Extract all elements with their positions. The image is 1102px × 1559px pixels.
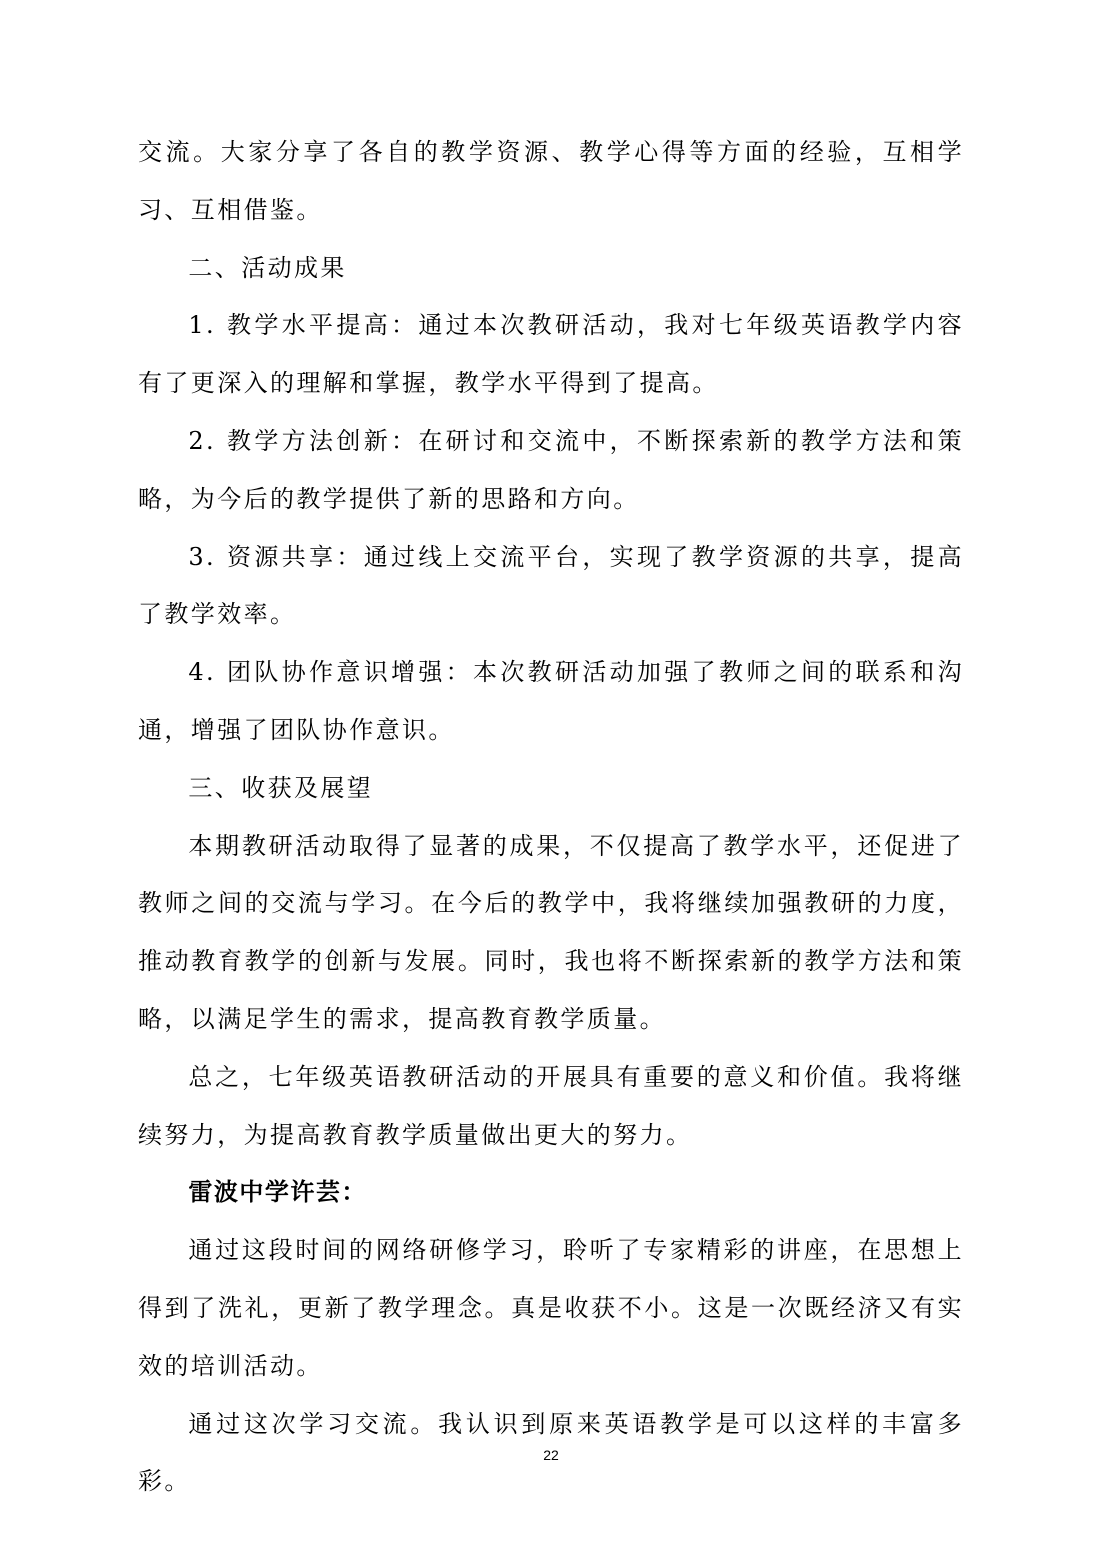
section-heading-results: 二、活动成果 xyxy=(188,253,347,282)
reflection-paragraph-1: 通过这段时间的网络研修学习，聆听了专家精彩的讲座，在思想上得到了洗礼，更新了教学理念。真是收获不小。这是一次既经济又有实效的培训活动。 xyxy=(138,1236,964,1380)
result-item-1: 1. 教学水平提高：通过本次教研活动，我对七年级英语教学内容有了更深入的理解和掌握，教学水平得到了提高。 xyxy=(138,311,964,398)
author-heading: 雷波中学许芸： xyxy=(188,1178,367,1207)
result-item-4: 4. 团队协作意识增强：本次教研活动加强了教师之间的联系和沟通，增强了团队协作意识。 xyxy=(138,658,964,744)
document-body xyxy=(138,124,964,1511)
section-heading-outlook: 三、收获及展望 xyxy=(188,773,374,802)
result-item-3: 3. 资源共享：通过线上交流平台，实现了教学资源的共享，提高了教学效率。 xyxy=(138,542,964,629)
paragraph-continuation: 交流。大家分享了各自的教学资源、教学心得等方面的经验，互相学习、互相借鉴。 xyxy=(138,138,964,224)
page-number: 22 xyxy=(543,1447,559,1463)
outlook-paragraph: 本期教研活动取得了显著的成果，不仅提高了教学水平，还促进了教师之间的交流与学习。在今后的教学中，我将继续加强教研的力度，推动教育教学的创新与发展。同时，我也将不断探索新的教学方法和策略，以满足学生的需求，提高教育教学质量。 xyxy=(138,831,964,1033)
reflection-paragraph-2: 通过这次学习交流。我认识到原来英语教学是可以这样的丰富多彩。 xyxy=(138,1409,964,1496)
summary-paragraph: 总之，七年级英语教研活动的开展具有重要的意义和价值。我将继续努力，为提高教育教学质量做出更大的努力。 xyxy=(138,1062,964,1149)
result-item-2: 2. 教学方法创新：在研讨和交流中，不断探索新的教学方法和策略，为今后的教学提供了新的思路和方向。 xyxy=(138,426,964,513)
